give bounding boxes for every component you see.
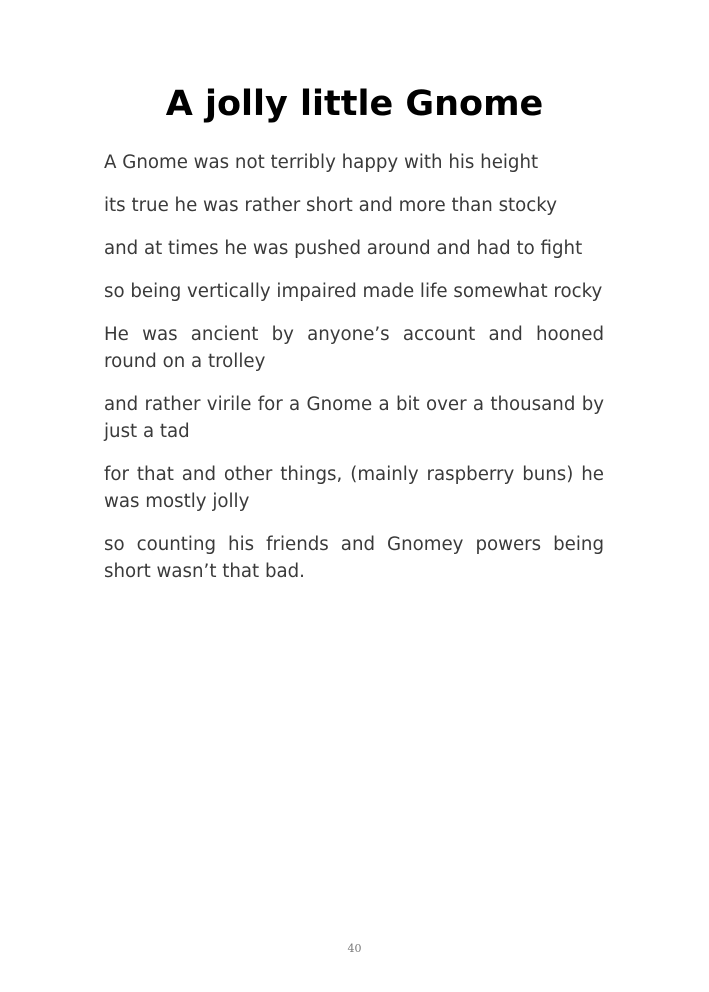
- poem-line: He was ancient by anyone’s account and hooned round on a trolley: [104, 324, 604, 372]
- poem-line: and at times he was pushed around and had to fight: [104, 238, 583, 259]
- poem-body: [104, 149, 604, 601]
- poem-line: so counting his friends and Gnomey powers being short wasn’t that bad.: [104, 534, 604, 582]
- poem-line: for that and other things, (mainly raspberry buns) he was mostly jolly: [104, 464, 604, 512]
- poem-line: A Gnome was not terribly happy with his height: [104, 152, 539, 173]
- poem-line: so being vertically impaired made life somewhat rocky: [104, 281, 603, 302]
- poem-line: its true he was rather short and more than stocky: [104, 195, 557, 216]
- poem-title: A jolly little Gnome: [165, 84, 544, 124]
- poem-line: and rather virile for a Gnome a bit over a thousand by just a tad: [104, 394, 604, 442]
- page-number: 40: [347, 942, 362, 955]
